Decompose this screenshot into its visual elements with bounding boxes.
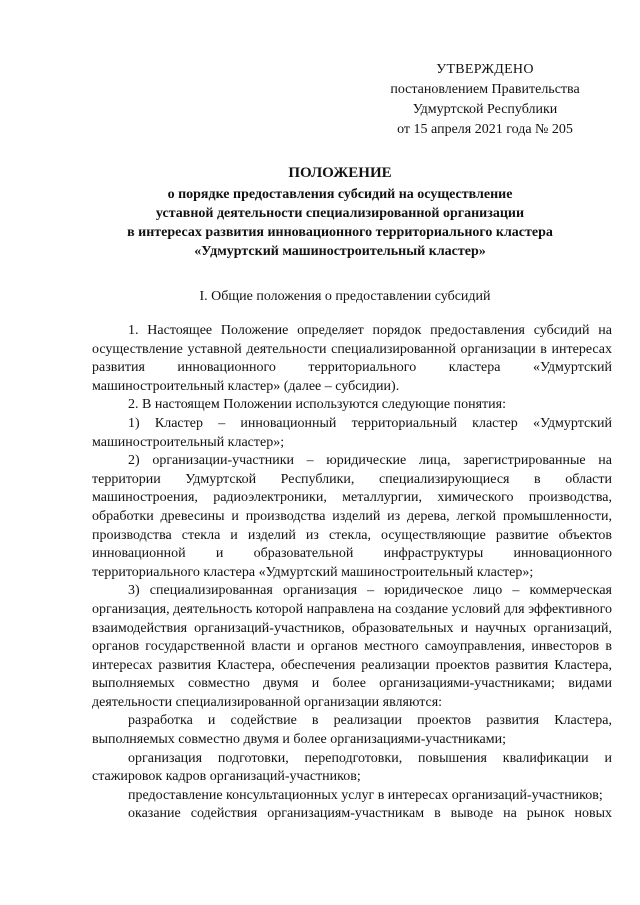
- document-title: [90, 164, 590, 261]
- paragraph-2: 2. В настоящем Положении используются следующие понятия:: [128, 397, 506, 413]
- approval-line-3: от 15 апреля 2021 года № 205: [397, 122, 573, 137]
- title-line-4: «Удмуртский машиностроительный кластер»: [194, 244, 486, 259]
- approval-stamp: [360, 60, 610, 140]
- title-main: ПОЛОЖЕНИЕ: [288, 165, 392, 181]
- paragraph-6: разработка и содействие в реализации проектов развития Кластера, выполняемых совместно двумя и более организациями-участниками;: [92, 713, 612, 748]
- approval-title: УТВЕРЖДЕНО: [436, 62, 534, 77]
- paragraph-1: 1. Настоящее Положение определяет порядок предоставления субсидий на осуществление уставной деятельности специализированной организации в интересах развития инновационного территориального кластера «Удмуртский машиностроительный кластер» (далее – субсидии).: [92, 323, 612, 394]
- paragraph-7: организация подготовки, переподготовки, повышения квалификации и стажировок кадров организаций-участников;: [92, 750, 612, 785]
- approval-line-2: Удмуртской Республики: [412, 102, 558, 117]
- paragraph-4: 2) организации-участники – юридические лица, зарегистрированные на территории Удмуртской Республики, специализирующиеся в области машиностроения, радиоэлектроники, металлургии, химического производства, обработки древесины и производства изделий из дерева, легкой промышленности, производства стекла и изделий из стекла, осуществляющие развитие объектов инновационной и образовательной инфраструктуры инновационного территориального кластера «Удмуртский машиностроительный кластер»;: [92, 453, 612, 580]
- approval-line-1: постановлением Правительства: [390, 82, 580, 97]
- section-heading: I. Общие положения о предоставлении субсидий: [199, 289, 491, 304]
- paragraph-9: оказание содействия организациям-участникам в выводе на рынок новых: [128, 806, 612, 822]
- paragraph-3: 1) Кластер – инновационный территориальный кластер «Удмуртский машиностроительный кластер»;: [92, 415, 612, 450]
- document-body: [92, 322, 612, 824]
- title-line-1: о порядке предоставления субсидий на осуществление: [167, 187, 513, 202]
- title-line-3: в интересах развития инновационного территориального кластера: [127, 225, 553, 240]
- paragraph-8: предоставление консультационных услуг в интересах организаций-участников;: [128, 787, 603, 803]
- title-line-2: уставной деятельности специализированной организации: [155, 206, 525, 221]
- paragraph-5: 3) специализированная организация – юридическое лицо – коммерческая организация, деятельность которой направлена на создание условий для эффективного взаимодействия организаций-участников, образовательных и научных организаций, органов государственной власти и органов местного самоуправления, инвесторов в интересах развития Кластера, обеспечения реализации проектов развития Кластера, выполняемых совместно двумя и более организациями-участниками; видами деятельности специализированной организации являются:: [92, 583, 612, 710]
